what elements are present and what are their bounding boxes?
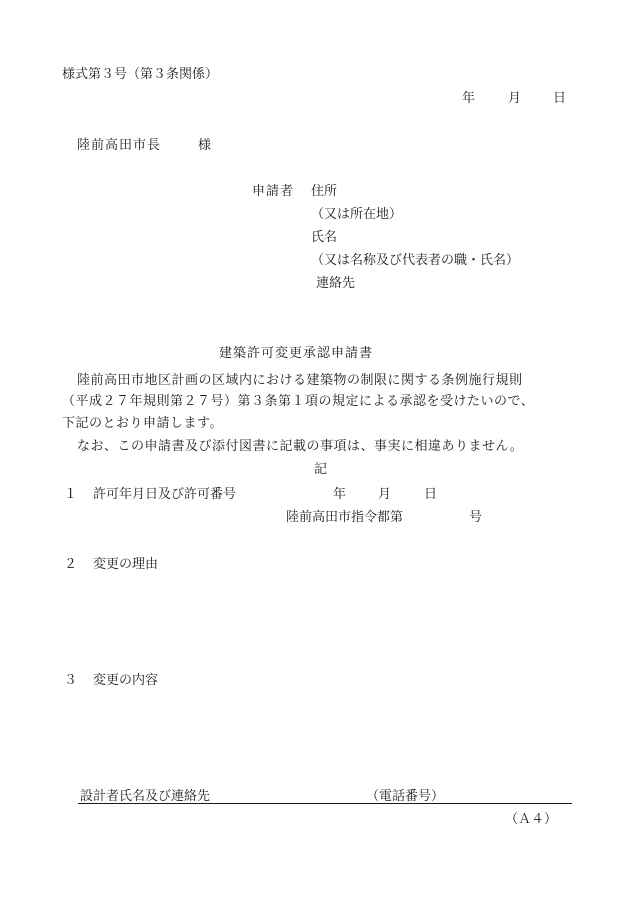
item-1-label: 許可年月日及び許可番号 [93, 487, 237, 502]
item-3-number: ３ [64, 673, 78, 688]
item-1-order-prefix: 陸前高田市指令都第 [286, 510, 404, 525]
date-month-label: 月 [508, 91, 522, 106]
paper-size: （Ａ４） [505, 812, 558, 827]
body-line-1: 陸前高田市地区計画の区域内における建築物の制限に関する条例施行規則 [77, 373, 523, 388]
body-line-2: （平成２７年規則第２７号）第３条第１項の規定による承認を受けたいので、 [62, 394, 535, 409]
body-line-3: 下記のとおり申請します。 [62, 416, 223, 431]
item-1-order-suffix: 号 [469, 510, 483, 525]
date-year-label: 年 [462, 91, 476, 106]
designer-label: 設計者氏名及び連絡先 [80, 789, 211, 804]
applicant-label: 申請者 [252, 184, 295, 199]
item-1-number: １ [64, 487, 78, 502]
applicant-name-note: （又は名称及び代表者の職・氏名） [311, 253, 520, 268]
applicant-name: 氏名 [311, 230, 338, 245]
item-1-month: 月 [378, 487, 392, 502]
body-line-4: なお、この申請書及び添付図書に記載の事項は、事実に相違ありません。 [77, 439, 524, 454]
applicant-address: 住所 [311, 184, 338, 199]
date-day-label: 日 [553, 91, 567, 106]
item-1-day: 日 [424, 487, 438, 502]
item-1-year: 年 [333, 487, 347, 502]
addressee-name: 陸前高田市長 [77, 138, 162, 153]
form-number: 様式第３号（第３条関係） [62, 67, 219, 82]
document-title: 建築許可変更承認申請書 [219, 346, 374, 361]
applicant-address-note: （又は所在地） [311, 207, 403, 222]
item-2-number: ２ [64, 557, 78, 572]
addressee-honorific: 様 [198, 138, 212, 153]
item-2-label: 変更の理由 [93, 557, 159, 572]
designer-phone: （電話番号） [366, 789, 445, 804]
applicant-contact: 連絡先 [316, 276, 356, 291]
item-3-label: 変更の内容 [93, 673, 159, 688]
ki-label: 記 [314, 462, 328, 477]
